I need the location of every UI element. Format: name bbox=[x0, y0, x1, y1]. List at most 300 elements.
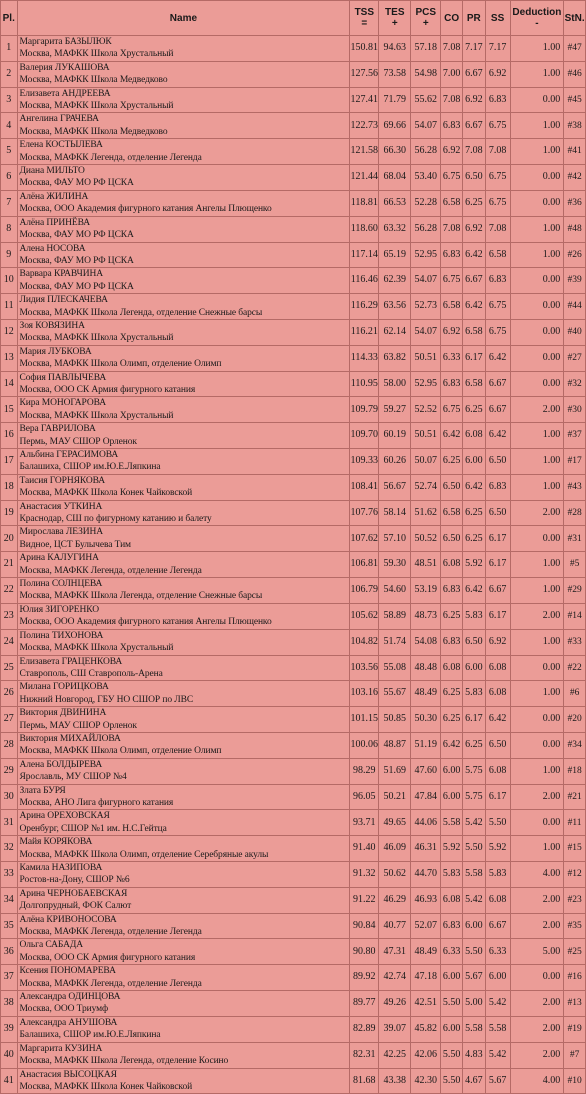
skater-club: Москва, МАФКК Школа Конек Чайковской bbox=[19, 1081, 193, 1092]
skater-name: Алена НОСОВА bbox=[19, 243, 86, 254]
co-cell: 6.00 bbox=[441, 965, 463, 991]
tss-cell: 105.62 bbox=[350, 603, 379, 629]
skater-cell bbox=[17, 810, 350, 836]
tes-cell: 68.04 bbox=[379, 165, 411, 191]
pcs-cell: 56.28 bbox=[411, 139, 441, 165]
skater-name: Елена КОСТЫЛЕВА bbox=[19, 140, 103, 151]
pr-cell: 5.83 bbox=[462, 603, 485, 629]
tss-cell: 106.79 bbox=[350, 578, 379, 604]
skater-cell bbox=[17, 294, 350, 320]
start-number-cell: #46 bbox=[564, 61, 586, 87]
tes-cell: 59.30 bbox=[379, 552, 411, 578]
deduction-cell: 0.00 bbox=[510, 165, 564, 191]
start-number-cell: #40 bbox=[564, 319, 586, 345]
skater-name: Злата БУРЯ bbox=[19, 785, 66, 796]
skater-name: Елизавета ГРАЦЕНКОВА bbox=[19, 656, 123, 667]
deduction-cell: 2.00 bbox=[510, 887, 564, 913]
table-row bbox=[1, 500, 586, 526]
tes-cell: 66.30 bbox=[379, 139, 411, 165]
skater-name: Мария ЛУБКОВА bbox=[19, 346, 92, 357]
skater-cell bbox=[17, 319, 350, 345]
tes-cell: 50.85 bbox=[379, 707, 411, 733]
skater-club: Пермь, МАУ СШОР Орленок bbox=[19, 720, 137, 731]
place-cell: 28 bbox=[1, 732, 18, 758]
deduction-cell: 1.00 bbox=[510, 578, 564, 604]
skater-club: Москва, МАФКК Легенда, отделение Легенда bbox=[19, 978, 202, 989]
ss-cell: 6.75 bbox=[485, 113, 510, 139]
place-cell: 22 bbox=[1, 578, 18, 604]
skater-cell bbox=[17, 61, 350, 87]
ss-cell: 6.67 bbox=[485, 371, 510, 397]
co-cell: 5.92 bbox=[441, 836, 463, 862]
pr-cell: 6.42 bbox=[462, 578, 485, 604]
co-cell: 5.83 bbox=[441, 862, 463, 888]
tes-cell: 42.74 bbox=[379, 965, 411, 991]
header-stn: StN. bbox=[564, 1, 586, 36]
co-cell: 6.08 bbox=[441, 655, 463, 681]
place-cell: 31 bbox=[1, 810, 18, 836]
start-number-cell: #7 bbox=[564, 1042, 586, 1068]
start-number-cell: #47 bbox=[564, 36, 586, 62]
pcs-cell: 52.73 bbox=[411, 294, 441, 320]
tss-cell: 108.41 bbox=[350, 474, 379, 500]
start-number-cell: #6 bbox=[564, 681, 586, 707]
skater-club: Долгопрудный, ФОК Салют bbox=[19, 901, 132, 912]
deduction-cell: 2.00 bbox=[510, 784, 564, 810]
pr-cell: 6.67 bbox=[462, 113, 485, 139]
pcs-cell: 46.31 bbox=[411, 836, 441, 862]
table-row bbox=[1, 113, 586, 139]
start-number-cell: #13 bbox=[564, 991, 586, 1017]
place-cell: 25 bbox=[1, 655, 18, 681]
co-cell: 6.75 bbox=[441, 268, 463, 294]
skater-cell bbox=[17, 1042, 350, 1068]
pcs-cell: 48.51 bbox=[411, 552, 441, 578]
skater-name: Алёна ПРИНЁВА bbox=[19, 217, 90, 228]
ss-cell: 6.17 bbox=[485, 526, 510, 552]
start-number-cell: #41 bbox=[564, 139, 586, 165]
skater-name: Мирослава ЛЕЗИНА bbox=[19, 527, 104, 538]
table-row bbox=[1, 526, 586, 552]
ss-cell: 5.92 bbox=[485, 836, 510, 862]
tes-cell: 65.19 bbox=[379, 242, 411, 268]
skater-name: София ПАВЛЫЧЕВА bbox=[19, 372, 107, 383]
skater-cell bbox=[17, 423, 350, 449]
deduction-cell: 1.00 bbox=[510, 474, 564, 500]
pcs-cell: 50.51 bbox=[411, 345, 441, 371]
pcs-cell: 52.95 bbox=[411, 242, 441, 268]
place-cell: 41 bbox=[1, 1068, 18, 1094]
deduction-cell: 0.00 bbox=[510, 87, 564, 113]
pr-cell: 5.42 bbox=[462, 810, 485, 836]
skater-cell bbox=[17, 603, 350, 629]
skater-cell bbox=[17, 655, 350, 681]
co-cell: 6.83 bbox=[441, 578, 463, 604]
tes-cell: 62.14 bbox=[379, 319, 411, 345]
skater-club: Ярославль, МУ СШОР №4 bbox=[19, 772, 127, 783]
deduction-cell: 2.00 bbox=[510, 500, 564, 526]
skater-name: Алёна ЖИЛИНА bbox=[19, 191, 89, 202]
start-number-cell: #19 bbox=[564, 1016, 586, 1042]
ss-cell: 6.83 bbox=[485, 87, 510, 113]
ss-cell: 6.50 bbox=[485, 500, 510, 526]
place-cell: 7 bbox=[1, 190, 18, 216]
header-pcs: PCS + bbox=[411, 1, 441, 36]
tes-cell: 39.07 bbox=[379, 1016, 411, 1042]
co-cell: 6.25 bbox=[441, 449, 463, 475]
deduction-cell: 1.00 bbox=[510, 113, 564, 139]
tss-cell: 118.60 bbox=[350, 216, 379, 242]
ss-cell: 6.67 bbox=[485, 397, 510, 423]
pr-cell: 5.58 bbox=[462, 862, 485, 888]
tss-cell: 106.81 bbox=[350, 552, 379, 578]
deduction-cell: 0.00 bbox=[510, 526, 564, 552]
tss-cell: 101.15 bbox=[350, 707, 379, 733]
pr-cell: 5.83 bbox=[462, 681, 485, 707]
skater-name: Юлия ЗИГОРЕНКО bbox=[19, 604, 99, 615]
table-row bbox=[1, 913, 586, 939]
skater-name: Полина СОЛНЦЕВА bbox=[19, 579, 103, 590]
co-cell: 6.75 bbox=[441, 397, 463, 423]
skater-cell bbox=[17, 139, 350, 165]
place-cell: 32 bbox=[1, 836, 18, 862]
place-cell: 15 bbox=[1, 397, 18, 423]
start-number-cell: #45 bbox=[564, 87, 586, 113]
pcs-cell: 42.51 bbox=[411, 991, 441, 1017]
tes-cell: 47.31 bbox=[379, 939, 411, 965]
tss-cell: 107.62 bbox=[350, 526, 379, 552]
ss-cell: 6.50 bbox=[485, 732, 510, 758]
skater-cell bbox=[17, 449, 350, 475]
skater-cell bbox=[17, 36, 350, 62]
ss-cell: 6.75 bbox=[485, 190, 510, 216]
tes-cell: 60.26 bbox=[379, 449, 411, 475]
skater-club: Москва, ФАУ МО РФ ЦСКА bbox=[19, 230, 134, 241]
tss-cell: 117.14 bbox=[350, 242, 379, 268]
pr-cell: 5.75 bbox=[462, 758, 485, 784]
tes-cell: 50.21 bbox=[379, 784, 411, 810]
tes-cell: 63.56 bbox=[379, 294, 411, 320]
tss-cell: 90.80 bbox=[350, 939, 379, 965]
tss-cell: 118.81 bbox=[350, 190, 379, 216]
skater-name: Алёна КРИВОНОСОВА bbox=[19, 914, 117, 925]
skater-club: Москва, МАФКК Школа Олимп, отделение Олимп bbox=[19, 746, 222, 757]
deduction-cell: 1.00 bbox=[510, 216, 564, 242]
co-cell: 6.08 bbox=[441, 552, 463, 578]
pcs-cell: 56.28 bbox=[411, 216, 441, 242]
tes-cell: 50.62 bbox=[379, 862, 411, 888]
skater-name: Виктория МИХАЙЛОВА bbox=[19, 733, 121, 744]
tes-cell: 63.82 bbox=[379, 345, 411, 371]
pcs-cell: 57.18 bbox=[411, 36, 441, 62]
skater-cell bbox=[17, 784, 350, 810]
pr-cell: 5.58 bbox=[462, 1016, 485, 1042]
skater-club: Пермь, МАУ СШОР Орленок bbox=[19, 436, 137, 447]
table-row bbox=[1, 707, 586, 733]
tss-cell: 150.81 bbox=[350, 36, 379, 62]
skater-club: Оренбург, СШОР №1 им. Н.С.Гейтца bbox=[19, 823, 167, 834]
skater-cell bbox=[17, 552, 350, 578]
start-number-cell: #20 bbox=[564, 707, 586, 733]
ss-cell: 6.33 bbox=[485, 939, 510, 965]
pr-cell: 6.25 bbox=[462, 397, 485, 423]
start-number-cell: #28 bbox=[564, 500, 586, 526]
pr-cell: 5.50 bbox=[462, 836, 485, 862]
skater-cell bbox=[17, 836, 350, 862]
tss-cell: 82.89 bbox=[350, 1016, 379, 1042]
skater-name: Александра АНУШОВА bbox=[19, 1017, 118, 1028]
start-number-cell: #32 bbox=[564, 371, 586, 397]
table-row bbox=[1, 474, 586, 500]
start-number-cell: #34 bbox=[564, 732, 586, 758]
skater-club: Ставрополь, СШ Ставрополь-Арена bbox=[19, 668, 163, 679]
start-number-cell: #37 bbox=[564, 423, 586, 449]
header-co: CO bbox=[441, 1, 463, 36]
deduction-cell: 1.00 bbox=[510, 629, 564, 655]
skater-club: Москва, МАФКК Школа Медведково bbox=[19, 75, 168, 86]
deduction-cell: 0.00 bbox=[510, 707, 564, 733]
co-cell: 7.08 bbox=[441, 87, 463, 113]
co-cell: 6.50 bbox=[441, 474, 463, 500]
table-row bbox=[1, 887, 586, 913]
co-cell: 6.83 bbox=[441, 629, 463, 655]
place-cell: 35 bbox=[1, 913, 18, 939]
tss-cell: 107.76 bbox=[350, 500, 379, 526]
pcs-cell: 52.95 bbox=[411, 371, 441, 397]
tss-cell: 98.29 bbox=[350, 758, 379, 784]
skater-club: Москва, МАФКК Легенда, отделение Легенда bbox=[19, 565, 202, 576]
tss-cell: 100.06 bbox=[350, 732, 379, 758]
place-cell: 5 bbox=[1, 139, 18, 165]
ss-cell: 6.50 bbox=[485, 449, 510, 475]
tes-cell: 66.53 bbox=[379, 190, 411, 216]
pcs-cell: 52.52 bbox=[411, 397, 441, 423]
place-cell: 12 bbox=[1, 319, 18, 345]
start-number-cell: #18 bbox=[564, 758, 586, 784]
skater-club: Видное, ЦСТ Булычева Тим bbox=[19, 539, 131, 550]
place-cell: 14 bbox=[1, 371, 18, 397]
ss-cell: 7.17 bbox=[485, 36, 510, 62]
skater-cell bbox=[17, 113, 350, 139]
ss-cell: 6.92 bbox=[485, 61, 510, 87]
place-cell: 3 bbox=[1, 87, 18, 113]
table-row bbox=[1, 1068, 586, 1094]
table-row bbox=[1, 758, 586, 784]
ss-cell: 5.42 bbox=[485, 991, 510, 1017]
co-cell: 6.25 bbox=[441, 603, 463, 629]
skater-name: Милана ГОРИЦКОВА bbox=[19, 682, 109, 693]
skater-cell bbox=[17, 707, 350, 733]
co-cell: 6.58 bbox=[441, 500, 463, 526]
pr-cell: 5.42 bbox=[462, 887, 485, 913]
start-number-cell: #22 bbox=[564, 655, 586, 681]
deduction-cell: 1.00 bbox=[510, 242, 564, 268]
pcs-cell: 53.40 bbox=[411, 165, 441, 191]
place-cell: 36 bbox=[1, 939, 18, 965]
tss-cell: 121.44 bbox=[350, 165, 379, 191]
pr-cell: 6.00 bbox=[462, 913, 485, 939]
start-number-cell: #16 bbox=[564, 965, 586, 991]
start-number-cell: #25 bbox=[564, 939, 586, 965]
ss-cell: 6.75 bbox=[485, 319, 510, 345]
pr-cell: 6.42 bbox=[462, 242, 485, 268]
pr-cell: 7.08 bbox=[462, 139, 485, 165]
header-pr: PR bbox=[462, 1, 485, 36]
start-number-cell: #36 bbox=[564, 190, 586, 216]
tss-cell: 127.41 bbox=[350, 87, 379, 113]
skater-club: Москва, МАФКК Легенда, отделение Легенда bbox=[19, 927, 202, 938]
pr-cell: 6.50 bbox=[462, 165, 485, 191]
pcs-cell: 54.07 bbox=[411, 319, 441, 345]
pcs-cell: 47.60 bbox=[411, 758, 441, 784]
co-cell: 6.50 bbox=[441, 526, 463, 552]
header-row bbox=[1, 1, 586, 36]
place-cell: 40 bbox=[1, 1042, 18, 1068]
skater-club: Москва, МАФКК Школа Олимп, отделение Серебряные акулы bbox=[19, 849, 269, 860]
tes-cell: 94.63 bbox=[379, 36, 411, 62]
tss-cell: 82.31 bbox=[350, 1042, 379, 1068]
skater-name: Маргарита БАЗЫЛЮК bbox=[19, 37, 112, 47]
skater-cell bbox=[17, 345, 350, 371]
tes-cell: 51.69 bbox=[379, 758, 411, 784]
skater-name: Таисия ГОРНЯКОВА bbox=[19, 475, 105, 486]
skater-name: Арина КАЛУГИНА bbox=[19, 553, 99, 564]
place-cell: 33 bbox=[1, 862, 18, 888]
header-deduction: Deduction - bbox=[510, 1, 564, 36]
ss-cell: 6.42 bbox=[485, 423, 510, 449]
table-row bbox=[1, 319, 586, 345]
deduction-cell: 1.00 bbox=[510, 61, 564, 87]
ss-cell: 6.42 bbox=[485, 345, 510, 371]
skater-cell bbox=[17, 1016, 350, 1042]
skater-cell bbox=[17, 939, 350, 965]
pcs-cell: 50.07 bbox=[411, 449, 441, 475]
place-cell: 30 bbox=[1, 784, 18, 810]
deduction-cell: 5.00 bbox=[510, 939, 564, 965]
start-number-cell: #15 bbox=[564, 836, 586, 862]
start-number-cell: #14 bbox=[564, 603, 586, 629]
deduction-cell: 0.00 bbox=[510, 965, 564, 991]
skater-club: Москва, МАФКК Школа Олимп, отделение Олимп bbox=[19, 359, 222, 370]
ss-cell: 6.17 bbox=[485, 552, 510, 578]
co-cell: 6.08 bbox=[441, 887, 463, 913]
ss-cell: 6.00 bbox=[485, 965, 510, 991]
pcs-cell: 44.06 bbox=[411, 810, 441, 836]
skater-name: Альбина ГЕРАСИМОВА bbox=[19, 450, 119, 460]
skater-cell bbox=[17, 371, 350, 397]
skater-name: Диана МИЛЬТО bbox=[19, 166, 85, 177]
tes-cell: 54.60 bbox=[379, 578, 411, 604]
start-number-cell: #17 bbox=[564, 449, 586, 475]
skater-club: Краснодар, СШ по фигурному катанию и балету bbox=[19, 514, 212, 525]
tss-cell: 116.21 bbox=[350, 319, 379, 345]
co-cell: 5.50 bbox=[441, 1042, 463, 1068]
table-row bbox=[1, 1042, 586, 1068]
skater-club: Москва, ФАУ МО РФ ЦСКА bbox=[19, 255, 134, 266]
co-cell: 7.00 bbox=[441, 61, 463, 87]
ss-cell: 7.08 bbox=[485, 216, 510, 242]
skater-cell bbox=[17, 991, 350, 1017]
tss-cell: 122.73 bbox=[350, 113, 379, 139]
co-cell: 6.92 bbox=[441, 319, 463, 345]
pr-cell: 7.17 bbox=[462, 36, 485, 62]
tes-cell: 58.00 bbox=[379, 371, 411, 397]
tes-cell: 49.26 bbox=[379, 991, 411, 1017]
co-cell: 6.00 bbox=[441, 758, 463, 784]
deduction-cell: 1.00 bbox=[510, 836, 564, 862]
table-row bbox=[1, 629, 586, 655]
place-cell: 21 bbox=[1, 552, 18, 578]
tes-cell: 51.74 bbox=[379, 629, 411, 655]
pr-cell: 5.75 bbox=[462, 784, 485, 810]
skater-club: Москва, МАФКК Легенда, отделение Легенда bbox=[19, 152, 202, 163]
table-row bbox=[1, 836, 586, 862]
start-number-cell: #43 bbox=[564, 474, 586, 500]
pr-cell: 6.50 bbox=[462, 629, 485, 655]
ss-cell: 6.83 bbox=[485, 268, 510, 294]
table-row bbox=[1, 603, 586, 629]
start-number-cell: #30 bbox=[564, 397, 586, 423]
pr-cell: 6.58 bbox=[462, 319, 485, 345]
pcs-cell: 53.19 bbox=[411, 578, 441, 604]
skater-cell bbox=[17, 242, 350, 268]
tes-cell: 46.29 bbox=[379, 887, 411, 913]
skater-name: Ольга САБАДА bbox=[19, 940, 84, 951]
deduction-cell: 0.00 bbox=[510, 371, 564, 397]
deduction-cell: 1.00 bbox=[510, 681, 564, 707]
skater-name: Камила НАЗИПОВА bbox=[19, 863, 103, 873]
ss-cell: 6.92 bbox=[485, 629, 510, 655]
ss-cell: 6.08 bbox=[485, 887, 510, 913]
skater-club: Москва, МАФКК Школа Хрустальный bbox=[19, 101, 174, 112]
table-row bbox=[1, 216, 586, 242]
tes-cell: 56.67 bbox=[379, 474, 411, 500]
ss-cell: 6.42 bbox=[485, 707, 510, 733]
co-cell: 6.92 bbox=[441, 139, 463, 165]
tss-cell: 91.40 bbox=[350, 836, 379, 862]
table-row bbox=[1, 552, 586, 578]
skater-club: Москва, МАФКК Школа Легенда, отделение Косино bbox=[19, 1056, 229, 1067]
pr-cell: 6.25 bbox=[462, 732, 485, 758]
skater-name: Арина ОРЕХОВСКАЯ bbox=[19, 811, 110, 822]
skater-name: Ксения ПОНОМАРЕВА bbox=[19, 966, 116, 977]
pcs-cell: 52.28 bbox=[411, 190, 441, 216]
place-cell: 2 bbox=[1, 61, 18, 87]
co-cell: 6.25 bbox=[441, 707, 463, 733]
pcs-cell: 44.70 bbox=[411, 862, 441, 888]
table-row bbox=[1, 268, 586, 294]
pcs-cell: 47.18 bbox=[411, 965, 441, 991]
skater-club: Москва, МАФКК Школа Легенда, отделение Снежные барсы bbox=[19, 307, 263, 318]
co-cell: 6.58 bbox=[441, 190, 463, 216]
skater-cell bbox=[17, 1068, 350, 1094]
start-number-cell: #26 bbox=[564, 242, 586, 268]
pcs-cell: 48.48 bbox=[411, 655, 441, 681]
pcs-cell: 47.84 bbox=[411, 784, 441, 810]
skater-cell bbox=[17, 732, 350, 758]
skater-cell bbox=[17, 500, 350, 526]
place-cell: 24 bbox=[1, 629, 18, 655]
pcs-cell: 48.49 bbox=[411, 939, 441, 965]
tss-cell: 109.79 bbox=[350, 397, 379, 423]
skater-club: Москва, ФАУ МО РФ ЦСКА bbox=[19, 178, 134, 189]
pcs-cell: 42.06 bbox=[411, 1042, 441, 1068]
table-row bbox=[1, 578, 586, 604]
deduction-cell: 0.00 bbox=[510, 319, 564, 345]
table-row bbox=[1, 371, 586, 397]
results-body bbox=[1, 36, 586, 1094]
ss-cell: 6.58 bbox=[485, 242, 510, 268]
